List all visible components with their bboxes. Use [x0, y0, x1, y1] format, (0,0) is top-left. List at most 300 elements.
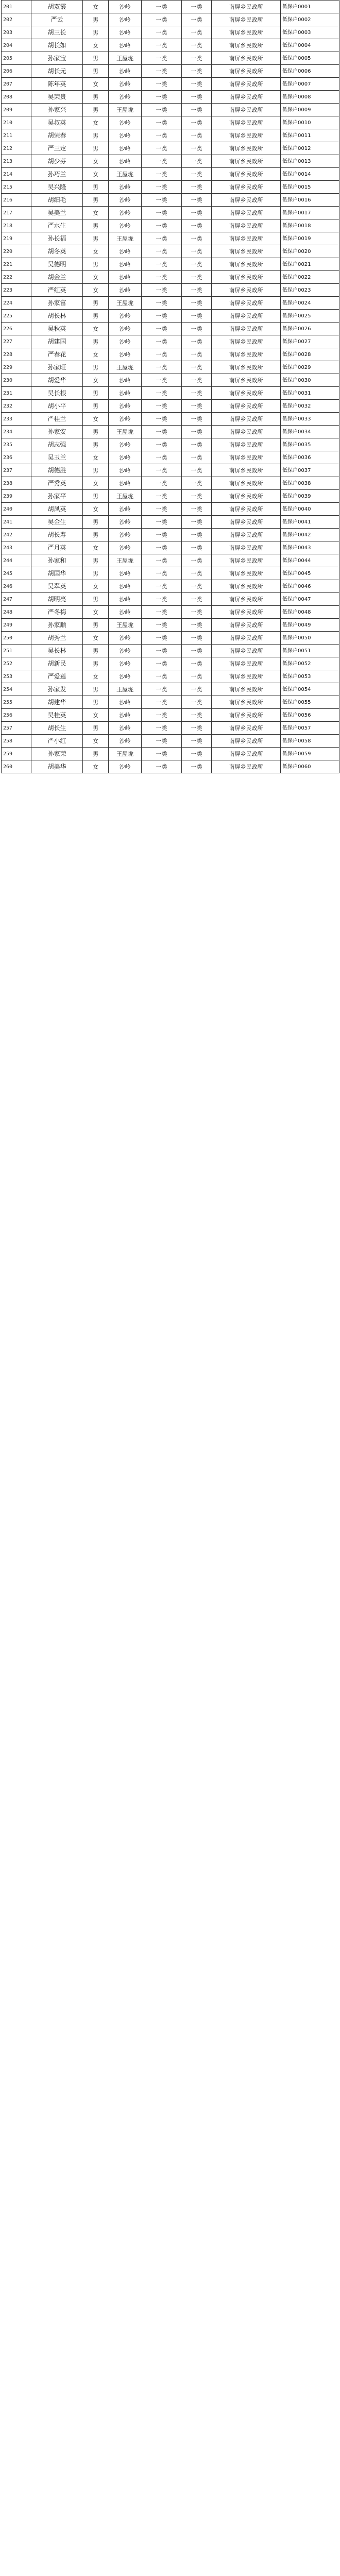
category: 一类: [142, 284, 182, 297]
row-number: 225: [2, 310, 31, 323]
gender: 男: [83, 232, 109, 245]
subsidy-class: 一类: [182, 168, 212, 181]
person-name: 胡金兰: [31, 271, 83, 284]
subsidy-class: 一类: [182, 722, 212, 735]
table-row: [2, 194, 339, 207]
remark: 低保户0036: [281, 451, 339, 464]
issuing-unit: 南屏乡民政所: [212, 116, 281, 129]
person-name: 胡长如: [31, 39, 83, 52]
issuing-unit: 南屏乡民政所: [212, 78, 281, 91]
table-row: [2, 310, 339, 323]
village: 王屋垅: [109, 232, 142, 245]
remark: 低保户0030: [281, 374, 339, 387]
gender: 男: [83, 516, 109, 529]
subsidy-class: 一类: [182, 696, 212, 709]
issuing-unit: 南屏乡民政所: [212, 361, 281, 374]
remark: 低保户0040: [281, 503, 339, 516]
issuing-unit: 南屏乡民政所: [212, 181, 281, 194]
subsidy-class: 一类: [182, 232, 212, 245]
remark: 低保户0054: [281, 683, 339, 696]
gender: 男: [83, 387, 109, 400]
table-row: [2, 567, 339, 580]
person-name: 吴长林: [31, 645, 83, 657]
row-number: 254: [2, 683, 31, 696]
issuing-unit: 南屏乡民政所: [212, 52, 281, 65]
person-name: 胡荣春: [31, 129, 83, 142]
table-row: [2, 168, 339, 181]
remark: 低保户0024: [281, 297, 339, 310]
person-name: 严爱莲: [31, 670, 83, 683]
person-name: 严月英: [31, 541, 83, 554]
row-number: 228: [2, 348, 31, 361]
table-row: [2, 541, 339, 554]
village: 沙岭: [109, 323, 142, 335]
gender: 女: [83, 168, 109, 181]
gender: 女: [83, 1, 109, 13]
remark: 低保户0037: [281, 464, 339, 477]
row-number: 244: [2, 554, 31, 567]
person-name: 孙家兴: [31, 104, 83, 116]
remark: 低保户0044: [281, 554, 339, 567]
subsidy-class: 一类: [182, 104, 212, 116]
category: 一类: [142, 438, 182, 451]
category: 一类: [142, 194, 182, 207]
village: 沙岭: [109, 722, 142, 735]
subsidy-class: 一类: [182, 335, 212, 348]
table-row: [2, 670, 339, 683]
subsidy-class: 一类: [182, 297, 212, 310]
remark: 低保户0060: [281, 760, 339, 773]
issuing-unit: 南屏乡民政所: [212, 129, 281, 142]
remark: 低保户0022: [281, 271, 339, 284]
person-name: 胡建华: [31, 696, 83, 709]
category: 一类: [142, 361, 182, 374]
remark: 低保户0005: [281, 52, 339, 65]
gender: 男: [83, 181, 109, 194]
remark: 低保户0017: [281, 207, 339, 219]
category: 一类: [142, 207, 182, 219]
category: 一类: [142, 91, 182, 104]
category: 一类: [142, 142, 182, 155]
gender: 女: [83, 348, 109, 361]
issuing-unit: 南屏乡民政所: [212, 13, 281, 26]
issuing-unit: 南屏乡民政所: [212, 284, 281, 297]
subsidy-class: 一类: [182, 284, 212, 297]
row-number: 205: [2, 52, 31, 65]
subsidy-class: 一类: [182, 116, 212, 129]
table-row: [2, 297, 339, 310]
issuing-unit: 南屏乡民政所: [212, 335, 281, 348]
person-name: 孙家平: [31, 490, 83, 503]
issuing-unit: 南屏乡民政所: [212, 387, 281, 400]
category: 一类: [142, 554, 182, 567]
subsidy-class: 一类: [182, 490, 212, 503]
subsidy-class: 一类: [182, 52, 212, 65]
table-row: [2, 181, 339, 194]
village: 沙岭: [109, 580, 142, 593]
person-name: 严桂兰: [31, 413, 83, 426]
category: 一类: [142, 78, 182, 91]
village: 王屋垅: [109, 619, 142, 632]
remark: 低保户0057: [281, 722, 339, 735]
person-name: 严水生: [31, 219, 83, 232]
person-name: 吴荣贵: [31, 91, 83, 104]
row-number: 235: [2, 438, 31, 451]
subsidy-class: 一类: [182, 361, 212, 374]
table-row: [2, 323, 339, 335]
table-row: [2, 387, 339, 400]
person-name: 吴秋英: [31, 323, 83, 335]
table-row: [2, 477, 339, 490]
gender: 男: [83, 722, 109, 735]
village: 沙岭: [109, 374, 142, 387]
row-number: 243: [2, 541, 31, 554]
person-name: 胡长元: [31, 65, 83, 78]
remark: 低保户0029: [281, 361, 339, 374]
gender: 男: [83, 310, 109, 323]
row-number: 229: [2, 361, 31, 374]
village: 沙岭: [109, 26, 142, 39]
gender: 男: [83, 297, 109, 310]
category: 一类: [142, 696, 182, 709]
person-name: 胡新民: [31, 657, 83, 670]
table-row: [2, 142, 339, 155]
subsidy-class: 一类: [182, 657, 212, 670]
remark: 低保户0010: [281, 116, 339, 129]
person-name: 孙家宝: [31, 52, 83, 65]
issuing-unit: 南屏乡民政所: [212, 219, 281, 232]
gender: 男: [83, 748, 109, 760]
register-table-body: [2, 1, 339, 773]
row-number: 257: [2, 722, 31, 735]
gender: 女: [83, 606, 109, 619]
table-row: [2, 232, 339, 245]
issuing-unit: 南屏乡民政所: [212, 258, 281, 271]
village: 沙岭: [109, 606, 142, 619]
subsidy-class: 一类: [182, 567, 212, 580]
gender: 男: [83, 361, 109, 374]
row-number: 258: [2, 735, 31, 748]
subsidy-class: 一类: [182, 181, 212, 194]
category: 一类: [142, 645, 182, 657]
row-number: 255: [2, 696, 31, 709]
row-number: 219: [2, 232, 31, 245]
issuing-unit: 南屏乡民政所: [212, 451, 281, 464]
subsidy-class: 一类: [182, 645, 212, 657]
subsidy-class: 一类: [182, 426, 212, 438]
gender: 男: [83, 567, 109, 580]
gender: 男: [83, 52, 109, 65]
person-name: 孙家安: [31, 426, 83, 438]
subsidy-class: 一类: [182, 13, 212, 26]
subsidy-class: 一类: [182, 619, 212, 632]
issuing-unit: 南屏乡民政所: [212, 232, 281, 245]
issuing-unit: 南屏乡民政所: [212, 65, 281, 78]
row-number: 232: [2, 400, 31, 413]
row-number: 206: [2, 65, 31, 78]
table-row: [2, 490, 339, 503]
gender: 男: [83, 683, 109, 696]
table-row: [2, 400, 339, 413]
remark: 低保户0025: [281, 310, 339, 323]
person-name: 胡少芬: [31, 155, 83, 168]
gender: 女: [83, 374, 109, 387]
table-row: [2, 374, 339, 387]
category: 一类: [142, 155, 182, 168]
gender: 男: [83, 426, 109, 438]
remark: 低保户0045: [281, 567, 339, 580]
row-number: 202: [2, 13, 31, 26]
gender: 女: [83, 632, 109, 645]
person-name: 孙巧兰: [31, 168, 83, 181]
subsidy-class: 一类: [182, 748, 212, 760]
category: 一类: [142, 129, 182, 142]
gender: 女: [83, 503, 109, 516]
row-number: 231: [2, 387, 31, 400]
issuing-unit: 南屏乡民政所: [212, 207, 281, 219]
row-number: 222: [2, 271, 31, 284]
remark: 低保户0015: [281, 181, 339, 194]
issuing-unit: 南屏乡民政所: [212, 438, 281, 451]
issuing-unit: 南屏乡民政所: [212, 168, 281, 181]
issuing-unit: 南屏乡民政所: [212, 619, 281, 632]
category: 一类: [142, 258, 182, 271]
issuing-unit: 南屏乡民政所: [212, 554, 281, 567]
table-row: [2, 464, 339, 477]
subsidy-class: 一类: [182, 26, 212, 39]
gender: 男: [83, 129, 109, 142]
gender: 女: [83, 78, 109, 91]
category: 一类: [142, 219, 182, 232]
village: 沙岭: [109, 516, 142, 529]
remark: 低保户0051: [281, 645, 339, 657]
person-name: 胡国华: [31, 567, 83, 580]
person-name: 胡秀兰: [31, 632, 83, 645]
table-row: [2, 39, 339, 52]
table-row: [2, 413, 339, 426]
village: 王屋垅: [109, 554, 142, 567]
remark: 低保户0034: [281, 426, 339, 438]
person-name: 吴兴隆: [31, 181, 83, 194]
person-name: 吴德明: [31, 258, 83, 271]
remark: 低保户0028: [281, 348, 339, 361]
village: 沙岭: [109, 245, 142, 258]
category: 一类: [142, 477, 182, 490]
village: 沙岭: [109, 284, 142, 297]
person-name: 吴桂英: [31, 709, 83, 722]
subsidy-class: 一类: [182, 310, 212, 323]
remark: 低保户0020: [281, 245, 339, 258]
subsidy-class: 一类: [182, 632, 212, 645]
remark: 低保户0027: [281, 335, 339, 348]
table-row: [2, 104, 339, 116]
remark: 低保户0014: [281, 168, 339, 181]
issuing-unit: 南屏乡民政所: [212, 477, 281, 490]
issuing-unit: 南屏乡民政所: [212, 735, 281, 748]
village: 沙岭: [109, 735, 142, 748]
issuing-unit: 南屏乡民政所: [212, 142, 281, 155]
issuing-unit: 南屏乡民政所: [212, 541, 281, 554]
issuing-unit: 南屏乡民政所: [212, 155, 281, 168]
village: 沙岭: [109, 696, 142, 709]
table-row: [2, 619, 339, 632]
subsidy-class: 一类: [182, 142, 212, 155]
subsidy-class: 一类: [182, 413, 212, 426]
gender: 女: [83, 451, 109, 464]
category: 一类: [142, 606, 182, 619]
table-row: [2, 116, 339, 129]
issuing-unit: 南屏乡民政所: [212, 696, 281, 709]
village: 沙岭: [109, 400, 142, 413]
row-number: 215: [2, 181, 31, 194]
table-row: [2, 258, 339, 271]
remark: 低保户0046: [281, 580, 339, 593]
person-name: 孙家富: [31, 297, 83, 310]
issuing-unit: 南屏乡民政所: [212, 709, 281, 722]
person-name: 吴翠英: [31, 580, 83, 593]
subsidy-class: 一类: [182, 683, 212, 696]
village: 沙岭: [109, 438, 142, 451]
issuing-unit: 南屏乡民政所: [212, 310, 281, 323]
issuing-unit: 南屏乡民政所: [212, 39, 281, 52]
village: 沙岭: [109, 129, 142, 142]
row-number: 211: [2, 129, 31, 142]
table-row: [2, 438, 339, 451]
remark: 低保户0050: [281, 632, 339, 645]
person-name: 胡志强: [31, 438, 83, 451]
subsidy-class: 一类: [182, 735, 212, 748]
category: 一类: [142, 310, 182, 323]
gender: 男: [83, 657, 109, 670]
row-number: 250: [2, 632, 31, 645]
person-name: 胡爱华: [31, 374, 83, 387]
person-name: 严云: [31, 13, 83, 26]
person-name: 胡长生: [31, 722, 83, 735]
subsidy-class: 一类: [182, 580, 212, 593]
person-name: 吴长根: [31, 387, 83, 400]
issuing-unit: 南屏乡民政所: [212, 26, 281, 39]
category: 一类: [142, 181, 182, 194]
table-row: [2, 593, 339, 606]
category: 一类: [142, 116, 182, 129]
village: 王屋垅: [109, 104, 142, 116]
subsidy-class: 一类: [182, 477, 212, 490]
village: 沙岭: [109, 13, 142, 26]
issuing-unit: 南屏乡民政所: [212, 670, 281, 683]
category: 一类: [142, 722, 182, 735]
row-number: 213: [2, 155, 31, 168]
remark: 低保户0021: [281, 258, 339, 271]
subsidy-class: 一类: [182, 541, 212, 554]
remark: 低保户0019: [281, 232, 339, 245]
table-row: [2, 13, 339, 26]
village: 沙岭: [109, 645, 142, 657]
category: 一类: [142, 323, 182, 335]
village: 沙岭: [109, 413, 142, 426]
issuing-unit: 南屏乡民政所: [212, 567, 281, 580]
remark: 低保户0048: [281, 606, 339, 619]
gender: 女: [83, 735, 109, 748]
row-number: 248: [2, 606, 31, 619]
category: 一类: [142, 619, 182, 632]
gender: 男: [83, 438, 109, 451]
issuing-unit: 南屏乡民政所: [212, 245, 281, 258]
village: 沙岭: [109, 657, 142, 670]
category: 一类: [142, 1, 182, 13]
table-row: [2, 1, 339, 13]
issuing-unit: 南屏乡民政所: [212, 194, 281, 207]
person-name: 孙家荣: [31, 748, 83, 760]
gender: 女: [83, 760, 109, 773]
table-row: [2, 348, 339, 361]
gender: 女: [83, 541, 109, 554]
person-name: 严冬梅: [31, 606, 83, 619]
category: 一类: [142, 529, 182, 541]
village: 沙岭: [109, 335, 142, 348]
remark: 低保户0033: [281, 413, 339, 426]
person-name: 严春花: [31, 348, 83, 361]
category: 一类: [142, 709, 182, 722]
remark: 低保户0012: [281, 142, 339, 155]
table-row: [2, 516, 339, 529]
person-name: 孙家顺: [31, 619, 83, 632]
village: 沙岭: [109, 258, 142, 271]
issuing-unit: 南屏乡民政所: [212, 760, 281, 773]
table-row: [2, 361, 339, 374]
gender: 男: [83, 529, 109, 541]
subsidy-class: 一类: [182, 65, 212, 78]
row-number: 223: [2, 284, 31, 297]
person-name: 严三定: [31, 142, 83, 155]
village: 王屋垅: [109, 490, 142, 503]
remark: 低保户0026: [281, 323, 339, 335]
village: 沙岭: [109, 451, 142, 464]
row-number: 204: [2, 39, 31, 52]
remark: 低保户0011: [281, 129, 339, 142]
table-row: [2, 503, 339, 516]
person-name: 胡美华: [31, 760, 83, 773]
table-row: [2, 426, 339, 438]
gender: 男: [83, 26, 109, 39]
person-name: 胡长寿: [31, 529, 83, 541]
issuing-unit: 南屏乡民政所: [212, 722, 281, 735]
row-number: 259: [2, 748, 31, 760]
remark: 低保户0016: [281, 194, 339, 207]
table-row: [2, 335, 339, 348]
gender: 女: [83, 670, 109, 683]
remark: 低保户0049: [281, 619, 339, 632]
subsidy-class: 一类: [182, 245, 212, 258]
table-row: [2, 219, 339, 232]
table-row: [2, 65, 339, 78]
table-row: [2, 554, 339, 567]
category: 一类: [142, 297, 182, 310]
subsidy-class: 一类: [182, 219, 212, 232]
row-number: 230: [2, 374, 31, 387]
category: 一类: [142, 13, 182, 26]
issuing-unit: 南屏乡民政所: [212, 748, 281, 760]
person-name: 孙长福: [31, 232, 83, 245]
village: 王屋垅: [109, 683, 142, 696]
subsidy-class: 一类: [182, 1, 212, 13]
village: 沙岭: [109, 464, 142, 477]
remark: 低保户0002: [281, 13, 339, 26]
row-number: 226: [2, 323, 31, 335]
remark: 低保户0035: [281, 438, 339, 451]
village: 沙岭: [109, 116, 142, 129]
gender: 男: [83, 142, 109, 155]
remark: 低保户0041: [281, 516, 339, 529]
